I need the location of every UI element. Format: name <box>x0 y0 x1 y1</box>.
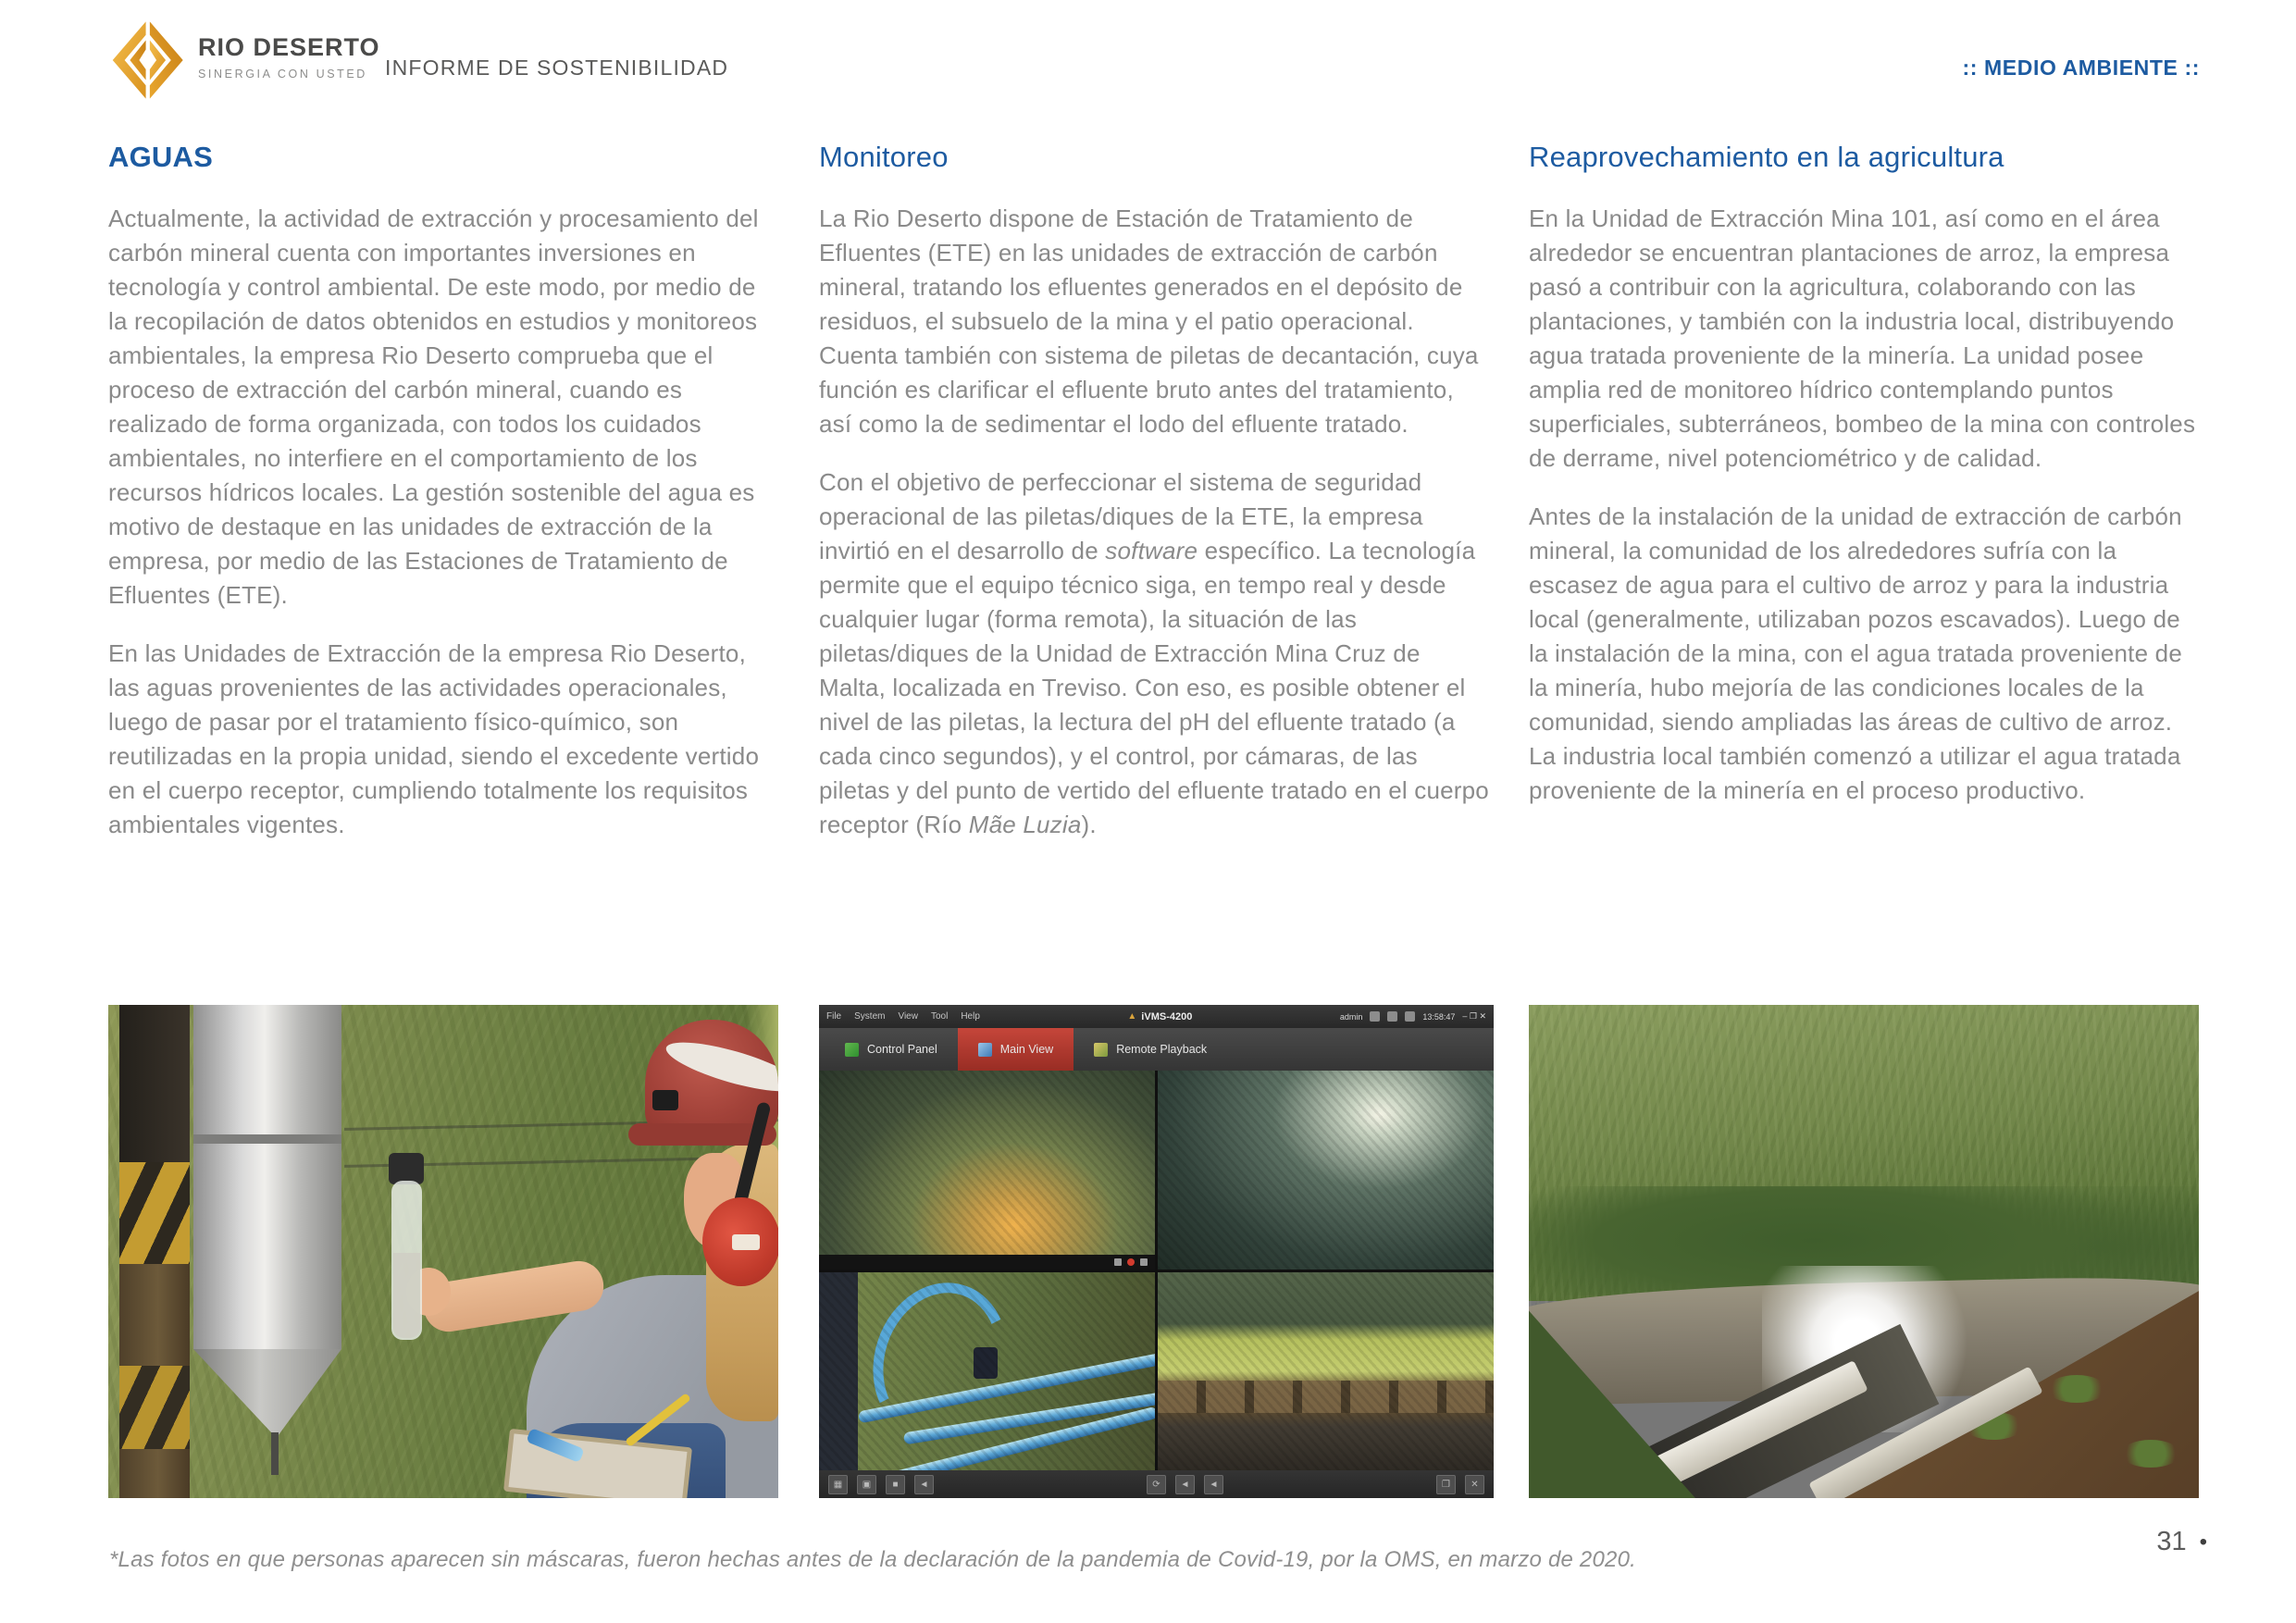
post-hazard-band <box>119 1162 190 1264</box>
close-button: ✕ <box>1465 1475 1484 1494</box>
tab-control-panel <box>825 1028 958 1071</box>
paragraph: Actualmente, la actividad de extracción y procesamiento del carbón mineral cuenta con importantes inversiones en tecnología y control ambiental. De este modo, por medio de la recopilación de datos obtenidos en estudios y monitoreos ambientales, la empresa Rio Deserto comprueba que el proceso de extracción del carbón mineral, cuando es realizado de forma organizada, con todos los cuidados ambientales, no interfiere en el comportamiento de los recursos hídricos locales. La gestión sostenible del agua es motivo de destaque en las unidades de extracción de la empresa, por medio de las Estaciones de Tratamiento de Efluentes (ETE). <box>108 204 759 609</box>
status-icon <box>1370 1011 1380 1022</box>
text-segment: Con el objetivo de perfeccionar el sistema de seguridad operacional de las piletas/diques de la ETE, la empresa invirtió en el desarrollo de <box>819 468 1423 564</box>
tab-remote-playback <box>1074 1028 1227 1071</box>
italic-term: software <box>1105 537 1198 564</box>
italic-term: Mãe Luzia <box>968 811 1082 838</box>
report-title: INFORME DE SOSTENIBILIDAD <box>385 56 729 80</box>
paragraph: En las Unidades de Extracción de la empresa Rio Deserto, las aguas provenientes de las actividades operacionales, luego de pasar por el tratamiento físico-químico, son reutilizadas en la propia unidad, siendo el excedente vertido en el cuerpo receptor, cumpliendo totalmente los requisitos ambientales vigentes. <box>108 639 760 838</box>
camera-feed-pipes <box>819 1272 1155 1471</box>
camera-texture <box>1158 1272 1494 1471</box>
heading-aguas: AGUAS <box>108 141 213 173</box>
paragraph: En la Unidad de Extracción Mina 101, así como en el área alrededor se encuentran plantaciones de arroz, la empresa pasó a contribuir con la agricultura, colaborando con las plantaciones, y también con la industria local, distribuyendo agua tratada proveniente de la minería. La unidad posee amplia red de monitoreo hídrico contemplando puntos superficiales, subterráneos, bombeo de la mina con controles de derrame, nivel potenciométrico y de calidad. <box>1529 204 2196 472</box>
username: admin <box>1339 1011 1363 1022</box>
sample-tube-cap <box>389 1153 424 1184</box>
ear-protector-label <box>732 1234 760 1250</box>
camera-bar-icon <box>1114 1258 1122 1266</box>
app-title-text: iVMS-4200 <box>1141 1010 1193 1022</box>
software-menubar <box>826 1011 980 1022</box>
page-number-value: 31 <box>2156 1527 2187 1556</box>
camera-bar-icon <box>1140 1258 1148 1266</box>
photo-monitoring-software <box>819 1005 1494 1498</box>
text-segment: ). <box>1081 811 1097 838</box>
sample-liquid <box>393 1253 420 1338</box>
camera-feed-forest <box>819 1071 1155 1270</box>
toolbar-right-group <box>1436 1475 1484 1494</box>
software-toolbar <box>819 1470 1494 1498</box>
software-titlebar <box>819 1005 1494 1028</box>
logo-tagline: SINERGIA CON USTED <box>198 68 367 81</box>
camera-feed-dark-forest <box>1158 1071 1494 1270</box>
ivms-logo-icon: ▲ <box>1127 1011 1137 1022</box>
page-number-dot: • <box>2199 1529 2207 1555</box>
grass-tuft <box>2121 1440 2180 1468</box>
logo-text <box>198 33 380 81</box>
camera-feed-field-fence <box>1158 1272 1494 1471</box>
column-reaprovechamiento <box>1529 141 2202 832</box>
tab-main-view <box>958 1028 1074 1071</box>
layout-button: ▦ <box>828 1475 848 1494</box>
record-dot-icon <box>1127 1258 1135 1266</box>
tab-label: Control Panel <box>867 1043 937 1056</box>
photo-water-sampling <box>108 1005 778 1498</box>
control-panel-icon <box>845 1043 859 1057</box>
helmet-stripe <box>662 1033 778 1101</box>
menu-file: File <box>826 1011 842 1022</box>
heading-reaprovechamiento: Reaprovechamiento en la agricultura <box>1529 141 2004 173</box>
heading-monitoreo: Monitoreo <box>819 141 949 173</box>
previous-button: ◄ <box>914 1475 934 1494</box>
wooden-post <box>119 1005 190 1498</box>
column-monitoreo <box>819 141 1492 866</box>
remote-playback-icon <box>1094 1043 1108 1057</box>
device-bracket <box>193 1134 341 1144</box>
fullscreen-button: ❐ <box>1436 1475 1456 1494</box>
status-icon <box>1387 1011 1397 1022</box>
toolbar-center-group <box>1147 1475 1223 1494</box>
window-controls: – ❐ ✕ <box>1462 1011 1486 1021</box>
monitoring-device-cylinder <box>193 1005 341 1349</box>
refresh-button: ⟳ <box>1147 1475 1166 1494</box>
menu-view: View <box>898 1011 918 1022</box>
clock: 13:58:47 <box>1422 1011 1456 1022</box>
tab-label: Remote Playback <box>1116 1043 1208 1056</box>
status-icon <box>1405 1011 1415 1022</box>
toolbar-left-group <box>828 1475 934 1494</box>
paragraph: Antes de la instalación de la unidad de extracción de carbón mineral, la comunidad de los alrededores sufría con la escasez de agua para el cultivo de arroz y para la industria local (generalmente, utilizaban pozos escavados). Luego de la instalación de la mina, con el agua tratada proveniente de la minería, hubo mejoría de las condiciones locales de la comunidad, siendo ampliadas las áreas de cultivo de arroz. La industria local también comenzó a utilizar el agua tratada proveniente de la minería en el proceso productivo. <box>1529 502 2182 804</box>
paragraph <box>819 465 1492 842</box>
volume-button: ◄ <box>1204 1475 1223 1494</box>
grass-tuft <box>2047 1375 2106 1403</box>
menu-help: Help <box>961 1011 980 1022</box>
camera-control-bar <box>819 1255 1155 1270</box>
photo-water-discharge <box>1529 1005 2199 1498</box>
stop-button: ■ <box>886 1475 905 1494</box>
software-tabbar <box>819 1028 1494 1071</box>
helmet-clip <box>652 1090 678 1110</box>
text-segment: específico. La tecnología permite que el equipo técnico siga, en tempo real y desde cualquier lugar (forma remota), la situación de las piletas/diques de la Unidad de Extracción Mina Cruz de Malta, localizada en Treviso. Con eso, es posible obtener el nivel de las piletas, la lectura del pH del efluente tratado (a cada cinco segundos), y el control, por cámaras, de las piletas y del punto de vertido del efluente tratado en el cuerpo receptor (Río <box>819 537 1489 838</box>
paragraph: La Rio Deserto dispone de Estación de Tratamiento de Efluentes (ETE) en las unidades de extracción de carbón mineral, tratando los efluentes generados en el depósito de residuos, el subsuelo de la mina y el patio operacional. Cuenta también con sistema de piletas de decantación, cuya función es clarificar el efluente bruto antes del tratamiento, así como la de sedimentar el lodo del efluente tratado. <box>819 204 1479 438</box>
page-number <box>2156 1527 2207 1557</box>
photo-disclaimer-note: *Las fotos en que personas aparecen sin máscaras, fueron hechas antes de la declaración de la pandemia de Covid-19, por la OMS, en marzo de 2020. <box>109 1547 1636 1572</box>
tab-label: Main View <box>999 1043 1054 1056</box>
rio-deserto-logo-icon <box>107 20 187 100</box>
grid-button: ▣ <box>857 1475 876 1494</box>
post-dark-section <box>119 1005 190 1162</box>
camera-texture <box>819 1071 1155 1270</box>
column-aguas <box>108 141 781 866</box>
camera-grid <box>819 1071 1494 1470</box>
camera-texture <box>819 1272 1155 1471</box>
logo-title: RIO DESERTO <box>198 33 380 61</box>
post-hazard-band <box>119 1366 190 1449</box>
menu-tool: Tool <box>930 1011 949 1022</box>
device-rod <box>271 1432 279 1475</box>
back-button: ◄ <box>1175 1475 1195 1494</box>
app-title <box>1127 1011 1192 1022</box>
section-badge: :: MEDIO AMBIENTE :: <box>1962 56 2200 80</box>
camera-texture <box>1158 1071 1494 1270</box>
titlebar-status-cluster <box>1340 1011 1486 1022</box>
menu-system: System <box>854 1011 886 1022</box>
main-view-icon <box>978 1043 992 1057</box>
